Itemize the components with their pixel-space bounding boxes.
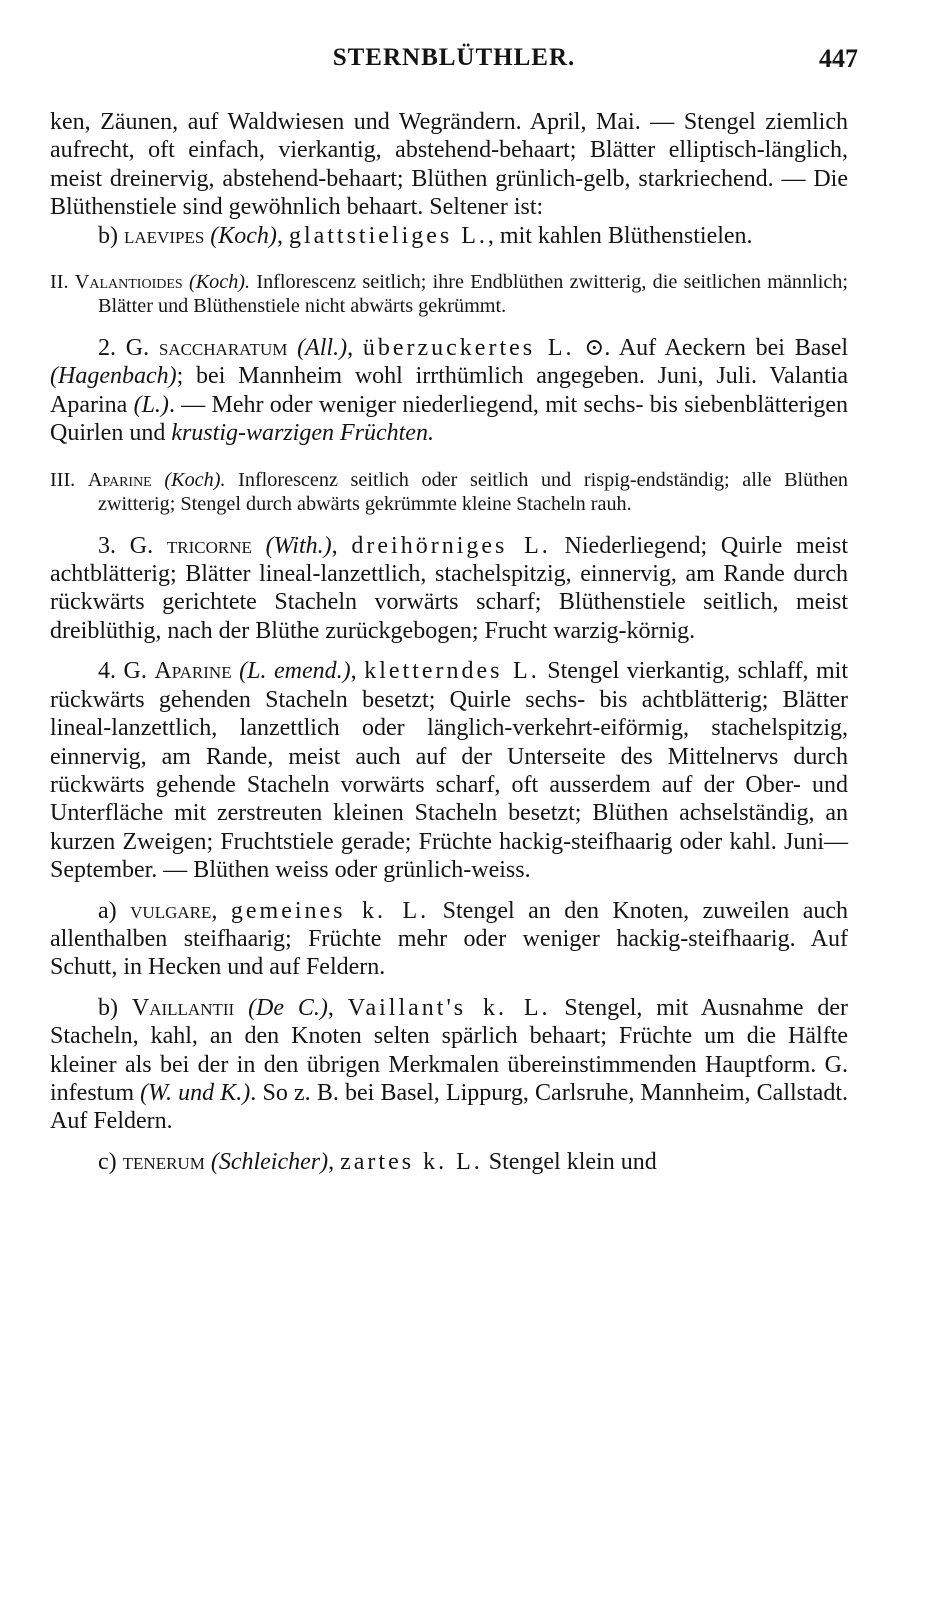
annual-symbol: ⊙. [584, 335, 611, 362]
taxon-author: (All.) [297, 335, 348, 362]
collector-name: (Hagenbach) [50, 363, 177, 390]
paragraph-text: Stengel, mit Ausnahme der Stacheln, kahl, an den Knoten selten spärlich behaart; Früchte um die Hälfte kleiner als bei der in den übrigen Merkmalen übereinstimmenden Hauptform. G. infestum [50, 994, 848, 1106]
paragraph-text: Auf Aeckern bei Basel [610, 335, 849, 362]
running-title: STERNBLÜTHLER. [332, 44, 576, 71]
common-name: gemeines k. L. [230, 897, 430, 924]
section-author: (Koch). [164, 468, 226, 491]
common-name: überzuckertes L. [362, 335, 575, 362]
page-header [50, 44, 858, 84]
taxon-name: saccharatum [158, 335, 288, 362]
paragraph-text: Stengel an den Knoten, zuweilen auch allenthalben steifhaarig; Früchte mehr oder weniger hackig-steifhaarig. Auf Schutt, in Hecken und auf Feldern. [50, 897, 849, 981]
taxon-author: (Koch) [210, 222, 277, 249]
section-name: Aparine [87, 468, 152, 491]
paragraph-text: . — Mehr oder weniger niederliegend, mit sechs- bis siebenblätterigen Quirlen und [50, 391, 849, 447]
section-label: II. [50, 271, 69, 294]
page-body [50, 108, 848, 1176]
paragraph-text: Niederliegend; Quirle meist achtblätterig; Blätter lineal-lanzettlich, stachelspitzig, einnervig, am Rande durch rückwärts gerichtete Stacheln vorwärts scharf; Blüthenstiele seitlich, meist dreiblüthig, nach der Blüthe zurückgebogen; Frucht warzig-körnig. [50, 532, 849, 644]
emphasis-text: krustig-warzigen Früchten. [171, 420, 434, 447]
variety-label: b) [98, 994, 118, 1021]
common-name: dreihörniges L. [351, 532, 551, 559]
variety-b-vaillantii: b) Vaillantii (De C.), Vaillant's k. L. Stengel, mit Ausnahme der Stacheln, kahl, an den Knoten selten spärlich behaart; Früchte um die Hälfte kleiner als bei der in den übrigen Merkmalen übereinstimmenden Hauptform. G. infestum (W. und K.). So z. B. bei Basel, Lippurg, Carlsruhe, Mannheim, Callstadt. Auf Feldern. [50, 994, 848, 1135]
paragraph-text: Stengel klein und [482, 1148, 657, 1175]
taxon-name: vulgare [130, 897, 212, 924]
paragraph-text: . So z. B. bei Basel, Lippurg, Carlsruhe, Mannheim, Callstadt. Auf Feldern. [50, 1079, 848, 1135]
common-name: kletterndes L. [364, 658, 540, 685]
taxon-author: (L.) [133, 391, 169, 418]
taxon-name: tricorne [166, 532, 252, 559]
taxon-name: Vaillantii [131, 994, 235, 1021]
taxon-name: laevipes [124, 222, 205, 249]
section-author: (Koch). [188, 271, 251, 294]
section-description: Inflorescenz seitlich; ihre Endblüthen zwitterig, die seitlichen männlich; Blätter und Blüthenstiele nicht abwärts gekrümmt. [98, 271, 848, 318]
section-ii-valantioides [50, 270, 848, 318]
common-name: zartes k. L. [340, 1148, 483, 1175]
species-number: 4. G. [98, 658, 147, 685]
common-name: glattstieliges L. [288, 222, 488, 249]
species-3-tricorne: 3. G. tricorne (With.), dreihörniges L. Niederliegend; Quirle meist achtblätterig; Blätter lineal-lanzettlich, stachelspitzig, einnervig, am Rande durch rückwärts gerichtete Stacheln vorwärts scharf; Blüthenstiele seitlich, meist dreiblüthig, nach der Blüthe zurückgebogen; Frucht warzig-körnig. [50, 532, 849, 644]
variety-label: c) [98, 1148, 117, 1175]
page-number: 447 [819, 44, 858, 73]
variety-c-tenerum: c) tenerum (Schleicher), zartes k. L. Stengel klein und [98, 1148, 657, 1175]
variety-a-vulgare: a) vulgare, gemeines k. L. Stengel an den Knoten, zuweilen auch allenthalben steifhaarig; Früchte mehr oder weniger hackig-steifhaarig. Auf Schutt, in Hecken und auf Feldern. [50, 897, 849, 981]
taxon-author: (Schleicher) [210, 1148, 329, 1175]
species-2-saccharatum: 2. G. saccharatum (All.), überzuckertes L. ⊙. Auf Aeckern bei Basel (Hagenbach); bei Mannheim wohl irrthümlich angegeben. Juni, Juli. Valantia Aparina (L.). — Mehr oder weniger niederliegend, mit sechs- bis siebenblätterigen Quirlen und krustig-warzigen Früchten. [50, 335, 849, 447]
variety-label: b) [98, 222, 118, 249]
section-name: Valantioides [74, 271, 183, 294]
section-label: III. [50, 468, 76, 491]
taxon-author: (With.) [265, 532, 332, 559]
section-description: Inflorescenz seitlich oder seitlich und rispig-endständig; alle Blüthen zwitterig; Stengel durch abwärts gekrümmte kleine Stacheln rauh. [98, 468, 849, 515]
taxon-author: (De C.) [248, 994, 328, 1021]
taxon-name: Aparine [154, 658, 232, 685]
paragraph-text: ken, Zäunen, auf Waldwiesen und Wegrändern. April, Mai. — Stengel ziemlich aufrecht, oft einfach, vierkantig, abstehend-behaart; Blätter elliptisch-länglich, meist dreinervig, abstehend-behaart; Blüthen grünlich-gelb, starkriechend. — Die Blüthenstiele sind gewöhnlich behaart. Seltener ist: [50, 109, 848, 221]
species-number: 3. G. [98, 532, 154, 559]
taxon-name: tenerum [122, 1148, 205, 1175]
variety-label: a) [98, 897, 117, 924]
common-name: Vaillant's k. L. [347, 994, 551, 1021]
taxon-author: (W. und K.) [140, 1079, 251, 1106]
species-4-aparine: 4. G. Aparine (L. emend.), kletterndes L. Stengel vierkantig, schlaff, mit rückwärts gehenden Stacheln besetzt; Quirle sechs- bis achtblätterig; Blätter lineal-lanzettlich, lanzettlich oder länglich-verkehrt-eiförmig, stachelspitzig, einnervig, am Rande, meist auch auf der Unterseite des Mittelnervs durch rückwärts gehende Stacheln vorwärts scharf, oft ausserdem auf der Ober- und Unterfläche mit zerstreuten kleinen Stacheln besetzt; Blüthen achselständig, an kurzen Zweigen; Fruchtstiele gerade; Früchte hackig-steifhaarig oder kahl. Juni—September. — Blüthen weiss oder grünlich-weiss. [50, 658, 849, 884]
variety-b-laevipes: b) laevipes (Koch), glattstieliges L., mit kahlen Blüthenstielen. [98, 222, 753, 249]
species-number: 2. G. [98, 335, 150, 362]
section-iii-aparine [50, 468, 848, 516]
paragraph-continuation [50, 108, 848, 222]
paragraph-text: ; bei Mannheim wohl irrthümlich angegeben. Juni, Juli. Valantia Aparina [50, 363, 848, 418]
paragraph-text: , mit kahlen Blüthenstielen. [487, 222, 753, 249]
paragraph-text: Stengel vierkantig, schlaff, mit rückwärts gehenden Stacheln besetzt; Quirle sechs- bis achtblätterig; Blätter lineal-lanzettlich, lanzettlich oder länglich-verkehrt-eiförmig, stachelspitzig, einnervig, am Rande, meist auch auf der Unterseite des Mittelnervs durch rückwärts gehende Stacheln vorwärts scharf, oft ausserdem auf der Ober- und Unterfläche mit zerstreuten kleinen Stacheln besetzt; Blüthen achselständig, an kurzen Zweigen; Fruchtstiele gerade; Früchte hackig-steifhaarig oder kahl. Juni—September. — Blüthen weiss oder grünlich-weiss. [50, 658, 849, 884]
taxon-author: (L. emend.) [239, 658, 351, 685]
